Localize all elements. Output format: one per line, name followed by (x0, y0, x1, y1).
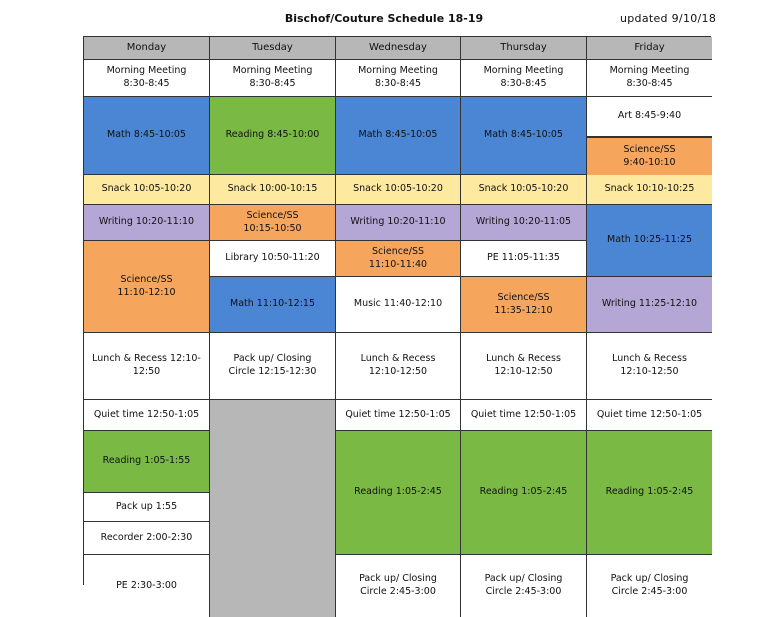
thu-snack: Snack 10:05-10:20 (461, 175, 587, 205)
header-thursday: Thursday (461, 37, 587, 60)
thu-quiet-time: Quiet time 12:50-1:05 (461, 400, 587, 431)
fri-reading: Reading 1:05-2:45 (587, 431, 712, 555)
mon-pack-up: Pack up 1:55 (84, 493, 210, 522)
wed-science: Science/SS 11:10-11:40 (336, 241, 461, 277)
mon-lunch: Lunch & Recess 12:10- 12:50 (84, 333, 210, 400)
thu-pe: PE 11:05-11:35 (461, 241, 587, 277)
header-monday: Monday (84, 37, 210, 60)
schedule-table (83, 36, 711, 597)
fri-quiet-time: Quiet time 12:50-1:05 (587, 400, 712, 431)
mon-reading: Reading 1:05-1:55 (84, 431, 210, 493)
header-tuesday: Tuesday (210, 37, 336, 60)
wed-quiet-time: Quiet time 12:50-1:05 (336, 400, 461, 431)
tue-empty-block (210, 400, 336, 617)
mon-snack: Snack 10:05-10:20 (84, 175, 210, 205)
mon-pe: PE 2:30-3:00 (84, 555, 210, 617)
wed-music: Music 11:40-12:10 (336, 277, 461, 333)
tue-pack-up-closing: Pack up/ Closing Circle 12:15-12:30 (210, 333, 336, 400)
fri-snack: Snack 10:10-10:25 (587, 175, 712, 205)
fri-science: Science/SS 9:40-10:10 (587, 137, 712, 175)
thu-pack-up-closing: Pack up/ Closing Circle 2:45-3:00 (461, 555, 587, 617)
updated-date: updated 9/10/18 (620, 12, 717, 25)
thu-lunch: Lunch & Recess 12:10-12:50 (461, 333, 587, 400)
fri-lunch: Lunch & Recess 12:10-12:50 (587, 333, 712, 400)
fri-morning-meeting: Morning Meeting 8:30-8:45 (587, 60, 712, 97)
tue-math: Math 11:10-12:15 (210, 277, 336, 333)
thu-morning-meeting: Morning Meeting 8:30-8:45 (461, 60, 587, 97)
tue-morning-meeting: Morning Meeting 8:30-8:45 (210, 60, 336, 97)
wed-lunch: Lunch & Recess 12:10-12:50 (336, 333, 461, 400)
tue-snack: Snack 10:00-10:15 (210, 175, 336, 205)
thu-science: Science/SS 11:35-12:10 (461, 277, 587, 333)
thu-math: Math 8:45-10:05 (461, 97, 587, 175)
header-wednesday: Wednesday (336, 37, 461, 60)
wed-morning-meeting: Morning Meeting 8:30-8:45 (336, 60, 461, 97)
thu-writing: Writing 10:20-11:05 (461, 205, 587, 241)
fri-art: Art 8:45-9:40 (587, 97, 712, 137)
tue-science: Science/SS 10:15-10:50 (210, 205, 336, 241)
thu-reading: Reading 1:05-2:45 (461, 431, 587, 555)
header-friday: Friday (587, 37, 712, 60)
mon-writing: Writing 10:20-11:10 (84, 205, 210, 241)
tue-reading: Reading 8:45-10:00 (210, 97, 336, 175)
mon-quiet-time: Quiet time 12:50-1:05 (84, 400, 210, 431)
wed-writing: Writing 10:20-11:10 (336, 205, 461, 241)
mon-morning-meeting: Morning Meeting 8:30-8:45 (84, 60, 210, 97)
mon-science: Science/SS 11:10-12:10 (84, 241, 210, 333)
wed-snack: Snack 10:05-10:20 (336, 175, 461, 205)
fri-writing: Writing 11:25-12:10 (587, 277, 712, 333)
fri-pack-up-closing: Pack up/ Closing Circle 2:45-3:00 (587, 555, 712, 617)
wed-pack-up-closing: Pack up/ Closing Circle 2:45-3:00 (336, 555, 461, 617)
mon-math: Math 8:45-10:05 (84, 97, 210, 175)
tue-library: Library 10:50-11:20 (210, 241, 336, 277)
fri-math: Math 10:25-11:25 (587, 205, 712, 277)
mon-recorder: Recorder 2:00-2:30 (84, 522, 210, 555)
wed-reading: Reading 1:05-2:45 (336, 431, 461, 555)
page-title: Bischof/Couture Schedule 18-19 (284, 12, 484, 25)
wed-math: Math 8:45-10:05 (336, 97, 461, 175)
